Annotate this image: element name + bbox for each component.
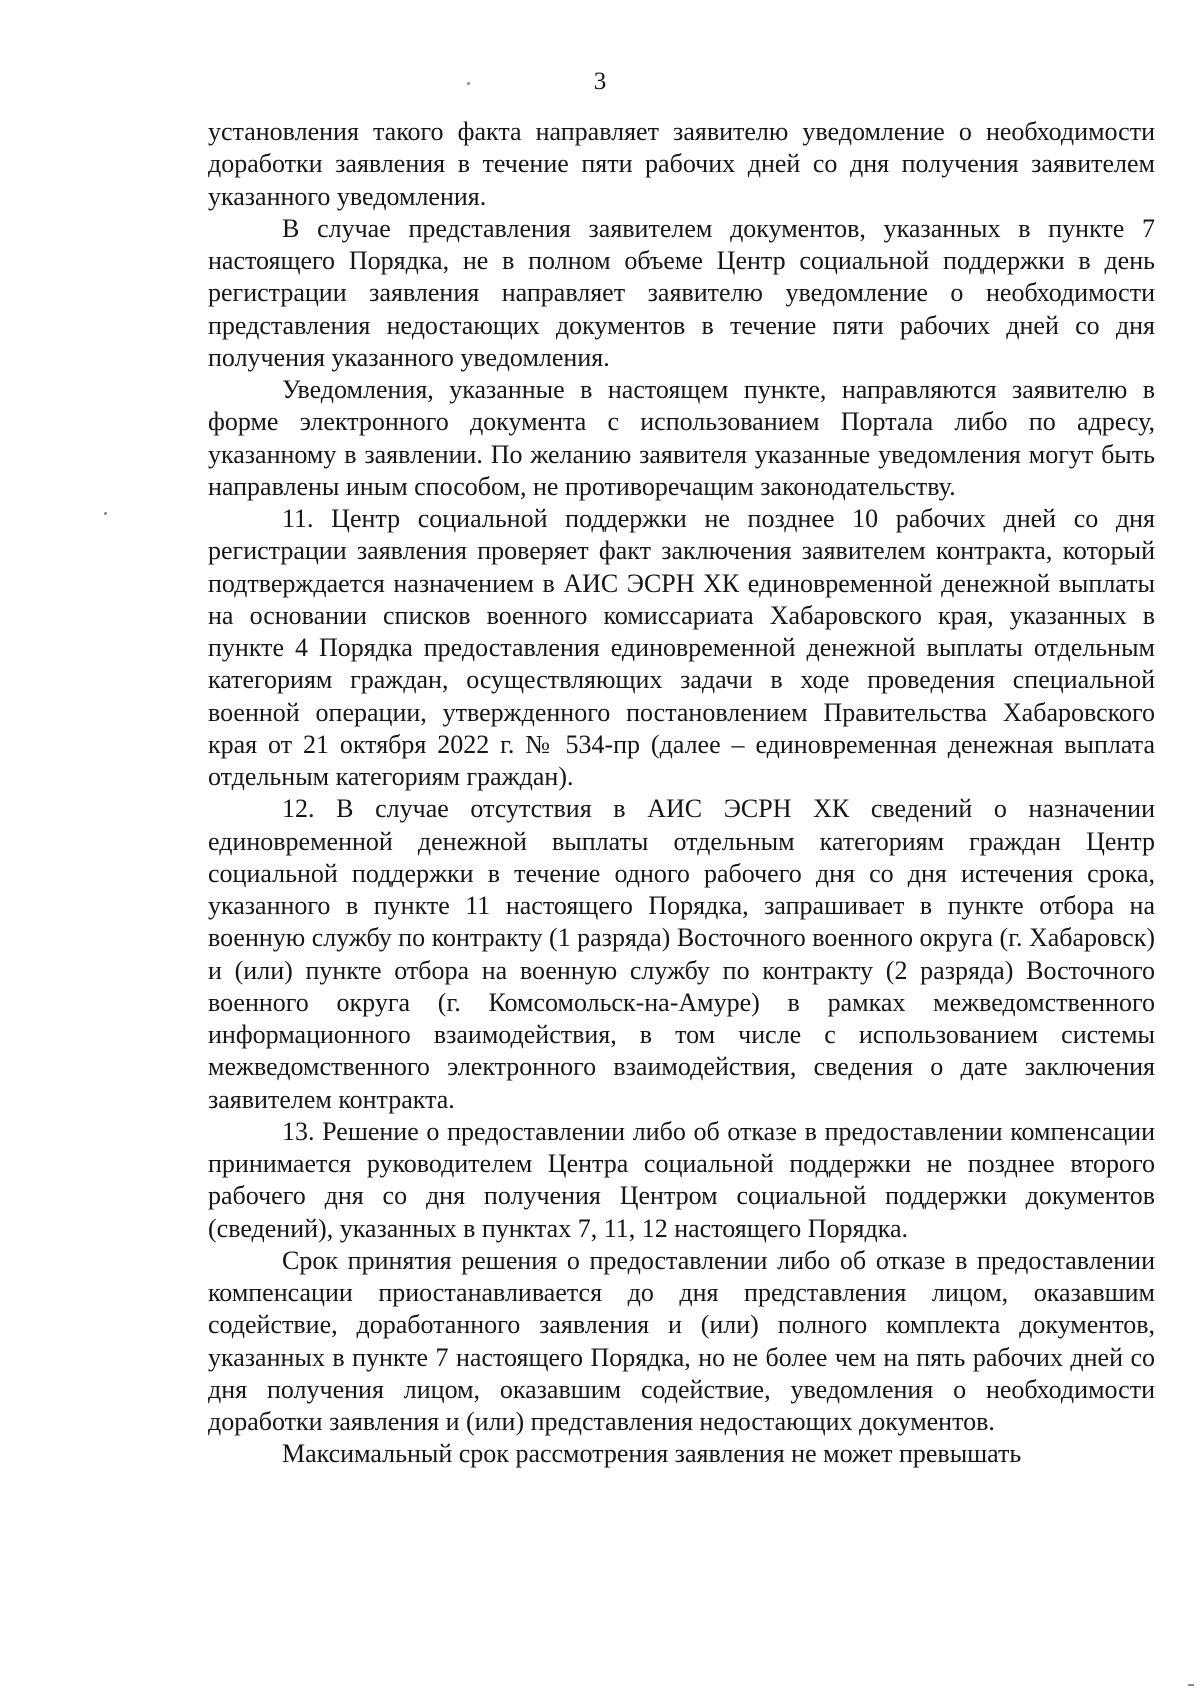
- scan-speck: [1188, 1684, 1194, 1686]
- paragraph-2: В случае представления заявителем документов, указанных в пункте 7 настоящего Порядка, не в полном объеме Центр социальной поддержки в день регистрации заявления направляет заявителю уведомление о необходимости представления недостающих документов в течение пяти рабочих дней со дня получения указанного уведомления.: [208, 213, 1155, 372]
- paragraph-decision-period: Срок принятия решения о предоставлении либо об отказе в предоставлении компенсации приостанавливается до дня представления лицом, оказавшим содействие, доработанного заявления и (или) полного комплекта документов, указанных в пункте 7 настоящего Порядка, но не более чем на пять рабочих дней со дня получения лицом, оказавшим содействие, уведомления о необходимости доработки заявления и (или) представления недостающих документов.: [208, 1245, 1155, 1436]
- paragraph-1: установления такого факта направляет заявителю уведомление о необходимости доработки заявления в течение пяти рабочих дней со дня получения заявителем указанного уведомления.: [208, 117, 1155, 211]
- paragraph-item-13: 13. Решение о предоставлении либо об отказе в предоставлении компенсации принимается руководителем Центра социальной поддержки не позднее второго рабочего дня со дня получения Центром социальной поддержки документов (сведений), указанных в пунктах 7, 11, 12 настоящего Порядка.: [208, 1116, 1155, 1243]
- page-number: 3: [593, 68, 607, 95]
- paragraph-item-11: 11. Центр социальной поддержки не позднее 10 рабочих дней со дня регистрации заявления проверяет факт заключения заявителем контракта, который подтверждается назначением в АИС ЭСРН ХК единовременной денежной выплаты на основании списков военного комиссариата Хабаровского края, указанных в пункте 4 Порядка предоставления единовременной денежной выплаты отдельным категориям граждан, осуществляющих задачи в ходе проведения специальной военной операции, утвержденного постановлением Правительства Хабаровского края от 21 октября 2022 г. № 534-пр (далее – единовременная денежная выплата отдельным категориям граждан).: [208, 504, 1155, 791]
- scan-speck: [104, 512, 107, 515]
- scan-speck: [467, 82, 470, 85]
- paragraph-3: Уведомления, указанные в настоящем пункте, направляются заявителю в форме электронного документа с использованием Портала либо по адресу, указанному в заявлении. По желанию заявителя указанные уведомления могут быть направлены иным способом, не противоречащим законодательству.: [208, 375, 1155, 501]
- paragraph-max-period: Максимальный срок рассмотрения заявления не может превышать: [282, 1439, 1022, 1469]
- paragraph-item-12: 12. В случае отсутствия в АИС ЭСРН ХК сведений о назначении единовременной денежной выплаты отдельным категориям граждан Центр социальной поддержки в течение одного рабочего дня со дня истечения срока, указанного в пункте 11 настоящего Порядка, запрашивает в пункте отбора на военную службу по контракту (1 разряда) Восточного военного округа (г. Хабаровск) и (или) пункте отбора на военную службу по контракту (2 разряда) Восточного военного округа (г. Комсомольск-на-Амуре) в рамках межведомственного информационного взаимодействия, в том числе с использованием системы межведомственного электронного взаимодействия, сведения о дате заключения заявителем контракта.: [208, 794, 1155, 1114]
- document-body: [208, 116, 1155, 1471]
